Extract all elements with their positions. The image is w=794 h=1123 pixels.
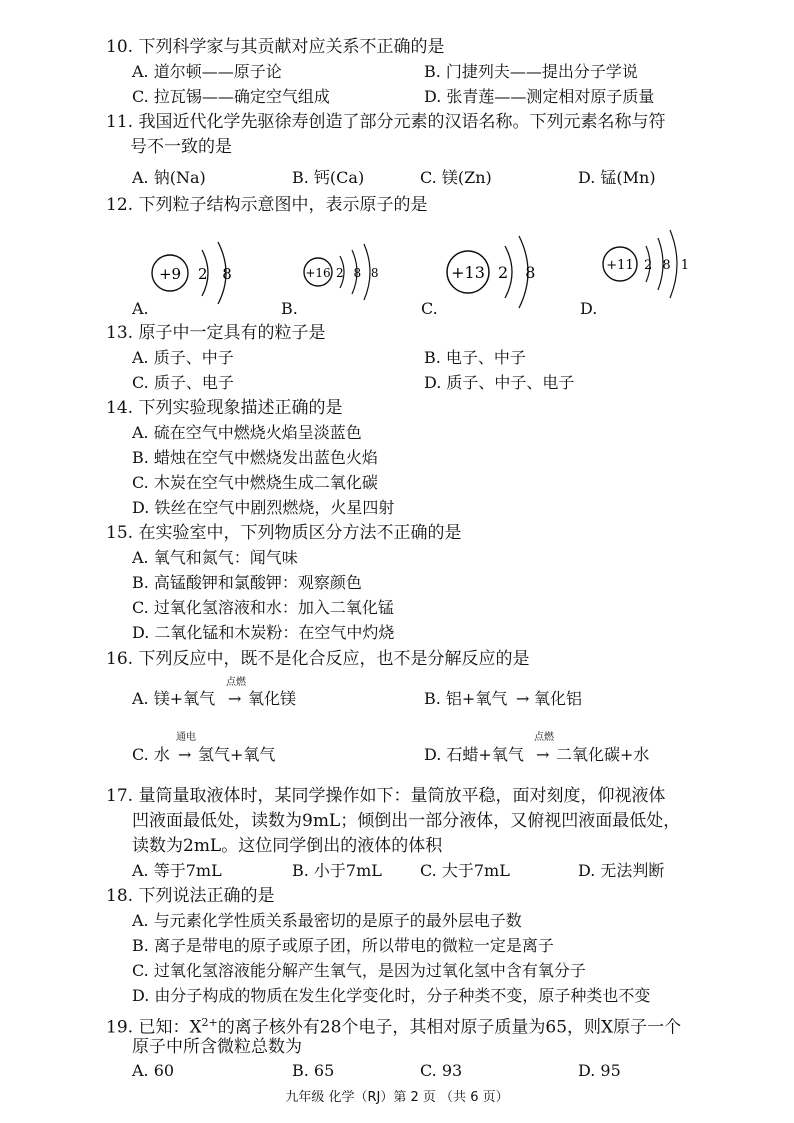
q13-option-a: A. 质子、中子 <box>132 348 234 367</box>
q16-b-arrow: → <box>516 689 530 708</box>
q17-stem-line2: 凹液面最低处，读数为9mL；倾倒出一部分液体，又俯视凹液面最低处， <box>132 811 681 831</box>
q17-option-b: B. 小于7mL <box>292 861 382 880</box>
q16-d-condition: 点燃 <box>534 732 554 743</box>
q16-option-d-products: 二氧化碳+水 <box>556 745 650 764</box>
q19-option-c: C. 93 <box>420 1061 463 1080</box>
q11-option-a: A. 钠(Na) <box>132 168 206 187</box>
atom-a-nucleus: +9 <box>158 265 182 283</box>
q18-option-b: B. 离子是带电的原子或原子团，所以带电的微粒一定是离子 <box>132 936 554 955</box>
q19-stem-post: 的离子核外有28个电子，其相对原子质量为65，则X原子一个 <box>217 1017 682 1038</box>
q11-stem-line1: 11. 我国近代化学先驱徐寿创造了部分元素的汉语名称。下列元素名称与符 <box>106 112 666 132</box>
q13-option-d: D. 质子、中子、电子 <box>424 373 575 392</box>
q14-option-a: A. 硫在空气中燃烧火焰呈淡蓝色 <box>132 423 362 442</box>
q11-stem-line2: 号不一致的是 <box>130 137 232 157</box>
q16-option-b-reactants: B. 铝+氧气 <box>424 689 508 708</box>
q15-option-d: D. 二氧化锰和木炭粉：在空气中灼烧 <box>132 623 395 642</box>
q16-option-a-reactants: A. 镁+氧气 <box>132 689 216 708</box>
q14-option-d: D. 铁丝在空气中剧烈燃烧，火星四射 <box>132 498 395 517</box>
q19-stem-line2: 原子中所含微粒总数为 <box>132 1037 302 1057</box>
q19-stem-pre: 19. 已知：X <box>106 1017 202 1038</box>
q16-c-arrow: → <box>178 745 192 764</box>
q10-option-b: B. 门捷列夫——提出分子学说 <box>424 62 638 81</box>
q13-option-b: B. 电子、中子 <box>424 348 526 367</box>
q16-a-condition: 点燃 <box>226 677 246 688</box>
atom-b-shells: 2 8 8 <box>336 266 382 280</box>
atom-b-nucleus: +16 <box>305 266 331 280</box>
q16-stem: 16. 下列反应中，既不是化合反应，也不是分解反应的是 <box>106 649 530 669</box>
q17-stem-line3: 读数为2mL。这位同学倒出的液体的体积 <box>132 836 443 856</box>
q11-option-d: D. 锰(Mn) <box>578 168 656 187</box>
q14-option-b: B. 蜡烛在空气中燃烧发出蓝色火焰 <box>132 448 378 467</box>
q16-option-b-product: 氧化铝 <box>534 689 583 708</box>
q16-option-c-products: 氢气+氧气 <box>198 745 276 764</box>
q17-option-c: C. 大于7mL <box>420 861 510 880</box>
q16-c-condition: 通电 <box>176 732 196 743</box>
q16-option-a-product: 氧化镁 <box>248 689 297 708</box>
page-footer: 九年级 化学（RJ）第 2 页 （共 6 页） <box>285 1090 509 1105</box>
q18-stem: 18. 下列说法正确的是 <box>106 886 275 906</box>
atom-diagram-a <box>148 238 238 322</box>
atom-a-shells: 2 8 <box>198 265 237 283</box>
q12-option-a-label: A. <box>132 299 149 318</box>
q10-stem: 10. 下列科学家与其贡献对应关系不正确的是 <box>106 37 445 57</box>
atom-diagram-b <box>300 242 400 316</box>
q13-option-c: C. 质子、电子 <box>132 373 234 392</box>
q15-option-b: B. 高锰酸钾和氯酸钾：观察颜色 <box>132 573 362 592</box>
q11-option-b: B. 钙(Ca) <box>292 168 365 187</box>
q14-option-c: C. 木炭在空气中燃烧生成二氧化碳 <box>132 473 378 492</box>
atom-d-shells: 2 8 1 <box>644 258 693 273</box>
q18-option-d: D. 由分子构成的物质在发生化学变化时，分子种类不变，原子种类也不变 <box>132 986 651 1005</box>
q17-stem-line1: 17. 量筒量取液体时，某同学操作如下：量筒放平稳，面对刻度，仰视液体 <box>106 786 666 806</box>
q16-option-c-reactants: C. 水 <box>132 745 170 764</box>
q15-option-a: A. 氧气和氮气：闻气味 <box>132 548 298 567</box>
q16-d-arrow: → <box>536 745 550 764</box>
q19-stem-line1 <box>106 1012 681 1039</box>
q18-option-a: A. 与元素化学性质关系最密切的是原子的最外层电子数 <box>132 911 522 930</box>
atom-d-nucleus: +11 <box>606 258 634 273</box>
atom-diagram-d <box>600 232 700 316</box>
q10-option-a: A. 道尔顿——原子论 <box>132 62 282 81</box>
q19-option-b: B. 65 <box>292 1061 335 1080</box>
q16-option-d-reactants: D. 石蜡+氧气 <box>424 745 524 764</box>
atom-c-nucleus: +13 <box>451 263 485 282</box>
q15-option-c: C. 过氧化氢溶液和水：加入二氧化锰 <box>132 598 394 617</box>
q12-stem: 12. 下列粒子结构示意图中，表示原子的是 <box>106 195 428 215</box>
q19-option-a: A. 60 <box>132 1061 175 1080</box>
q12-option-b-label: B. <box>281 299 298 318</box>
q19-option-d: D. 95 <box>578 1061 621 1080</box>
q14-stem: 14. 下列实验现象描述正确的是 <box>106 398 343 418</box>
q11-option-c: C. 镁(Zn) <box>420 168 492 187</box>
q15-stem: 15. 在实验室中，下列物质区分方法不正确的是 <box>106 523 462 543</box>
q17-option-d: D. 无法判断 <box>578 861 665 880</box>
q12-option-d-label: D. <box>580 299 598 318</box>
q16-a-arrow: → <box>228 689 242 708</box>
q19-charge: 2+ <box>201 1016 218 1029</box>
q10-option-d: D. 张青莲——测定相对原子质量 <box>424 87 655 106</box>
q17-option-a: A. 等于7mL <box>132 861 222 880</box>
atom-c-shells: 2 8 <box>498 263 542 282</box>
q12-option-c-label: C. <box>421 299 438 318</box>
q10-option-c: C. 拉瓦锡——确定空气组成 <box>132 87 330 106</box>
atom-diagram-c <box>443 234 543 328</box>
q18-option-c: C. 过氧化氢溶液能分解产生氧气，是因为过氧化氢中含有氧分子 <box>132 961 586 980</box>
q13-stem: 13. 原子中一定具有的粒子是 <box>106 323 326 343</box>
